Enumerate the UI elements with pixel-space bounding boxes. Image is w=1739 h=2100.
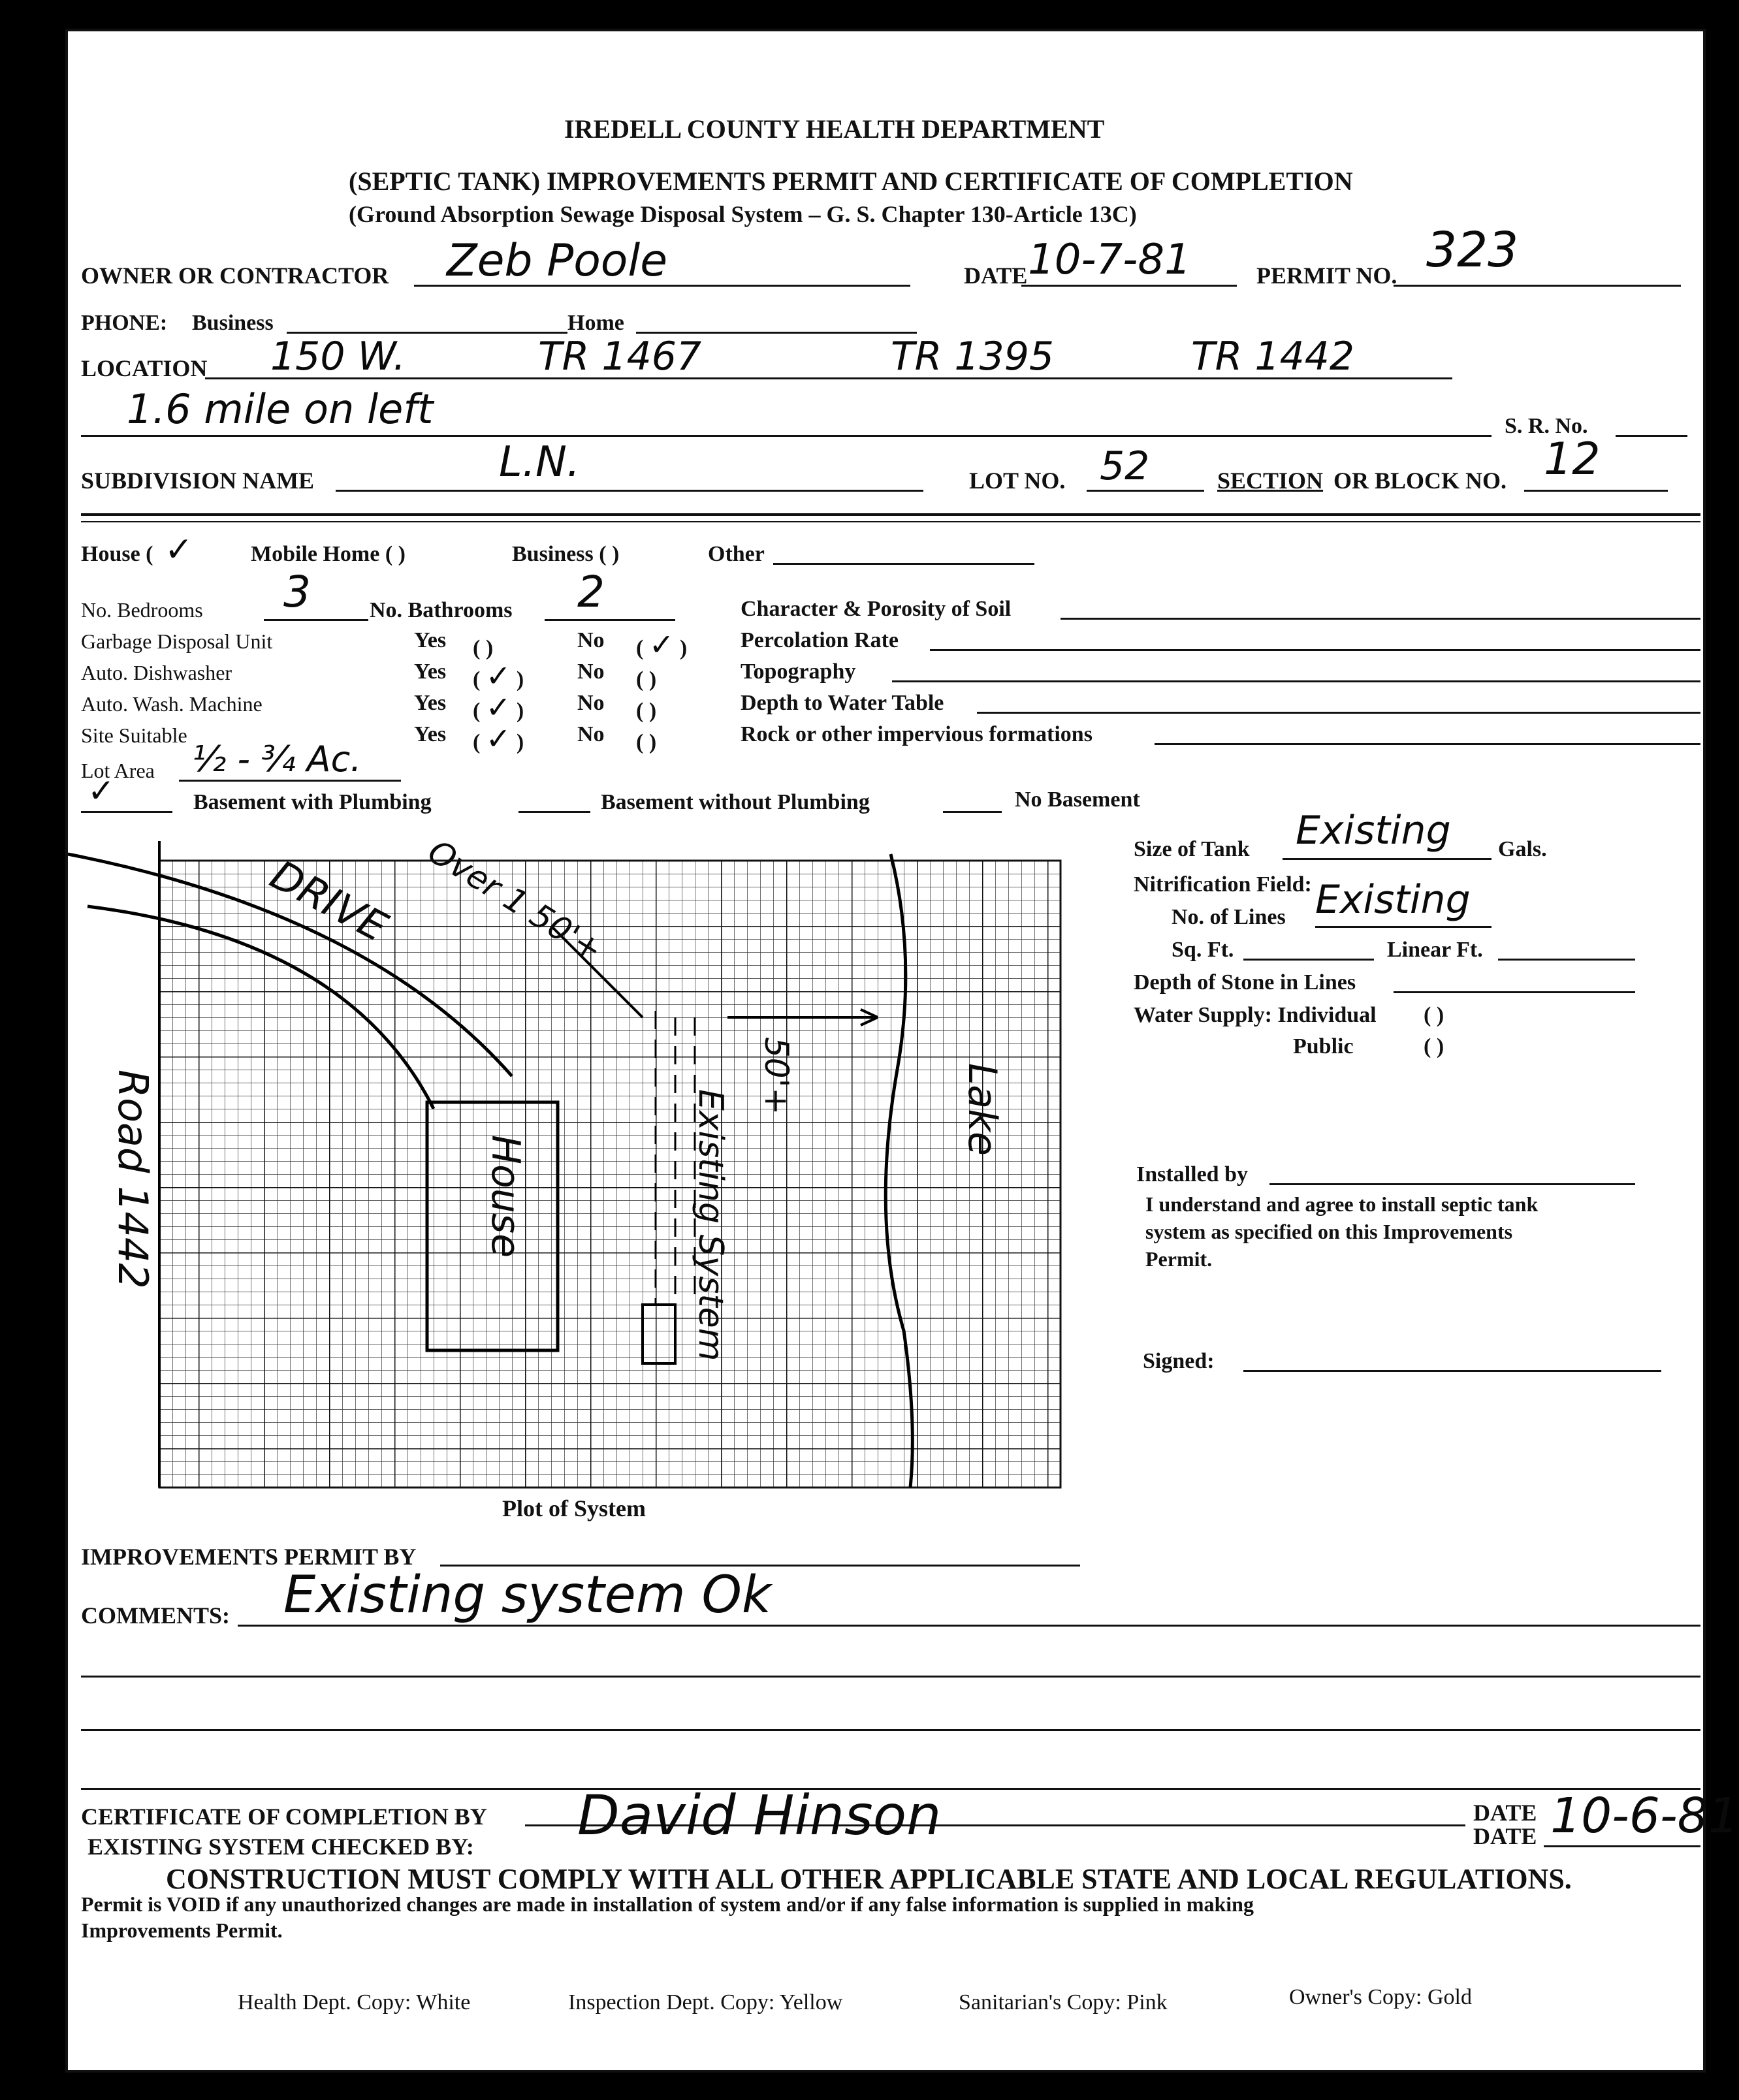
yes-label: Yes <box>414 691 447 715</box>
checked-date-value: 10-6-81 <box>1550 1788 1739 1844</box>
checked-date-label: DATE <box>1473 1823 1537 1849</box>
bedrooms-line <box>264 619 368 621</box>
section-line <box>1524 490 1668 492</box>
location-value-4: TR 1442 <box>1191 334 1355 379</box>
copy-health: Health Dept. Copy: White <box>238 1990 471 2014</box>
plot-label-lake: Lake <box>959 1063 1005 1156</box>
yes-mark: ✓ <box>485 690 511 725</box>
basement-with-label[interactable]: Basement with Plumbing <box>193 790 432 814</box>
lot-line <box>1087 490 1204 492</box>
location-value-2: TR 1467 <box>538 334 702 379</box>
owner-value: Zeb Poole <box>447 235 668 287</box>
document-title: IREDELL COUNTY HEALTH DEPARTMENT <box>564 114 1105 144</box>
other-line <box>773 563 1034 565</box>
tank-size-line <box>1283 858 1492 860</box>
soil-character-label: Character & Porosity of Soil <box>741 597 1012 621</box>
no-label: No <box>577 691 605 715</box>
plot-sketch <box>68 795 1087 1520</box>
subdivision-value: L.N. <box>499 438 581 486</box>
divider-top <box>81 513 1700 516</box>
date-label: DATE <box>964 262 1028 289</box>
water-individual-checkbox[interactable]: ( ) <box>1424 1003 1444 1027</box>
other-option: Other <box>708 542 765 566</box>
home-phone-label: Home <box>567 311 624 335</box>
yesno-label: Site Suitable <box>81 724 187 747</box>
subdivision-line <box>336 490 923 492</box>
topography-label: Topography <box>741 660 856 684</box>
no-label: No <box>577 660 605 684</box>
water-public-label: Public <box>1293 1034 1354 1058</box>
house-check-mark: ✓ <box>165 530 193 569</box>
no-checkbox[interactable]: ( ✓ ) <box>636 627 688 662</box>
tank-size-value: Existing <box>1296 808 1451 853</box>
water-table-label: Depth to Water Table <box>741 691 944 715</box>
lines-line <box>1315 926 1492 928</box>
signed-label: Signed: <box>1143 1349 1215 1373</box>
percolation-line <box>930 649 1700 651</box>
location-line-2 <box>81 435 1492 437</box>
basement-without-label[interactable]: Basement without Plumbing <box>601 790 870 814</box>
yesno-label: Garbage Disposal Unit <box>81 629 273 653</box>
plot-label-distance-2: 50'+ <box>758 1037 795 1115</box>
no-basement-label[interactable]: No Basement <box>1015 788 1140 812</box>
lot-area-line <box>179 780 401 782</box>
yes-checkbox[interactable]: ( ✓ ) <box>473 690 524 725</box>
installed-by-label: Installed by <box>1136 1162 1248 1186</box>
percolation-label: Percolation Rate <box>741 628 899 652</box>
plot-label-road: Road 1442 <box>109 1070 157 1289</box>
comments-label: COMMENTS: <box>81 1602 230 1629</box>
yes-mark: ✓ <box>485 658 511 693</box>
location-value-3: TR 1395 <box>891 334 1055 379</box>
no-checkbox[interactable]: ( ) <box>636 667 657 692</box>
permit-label: PERMIT NO. <box>1256 262 1397 289</box>
mobile-home-option[interactable]: Mobile Home ( ) <box>251 542 406 566</box>
topography-line <box>892 680 1700 682</box>
document-subtitle: (SEPTIC TANK) IMPROVEMENTS PERMIT AND CERTIFICATE OF COMPLETION <box>349 167 1353 196</box>
yesno-label: Auto. Dishwasher <box>81 661 232 684</box>
yes-checkbox[interactable]: ( ✓ ) <box>473 721 524 756</box>
plot-label-drive: DRIVE <box>263 850 396 951</box>
soil-character-line <box>1061 618 1700 620</box>
permit-document <box>65 29 1739 2073</box>
plot-label-distance-1: Over 1 50'+ <box>421 832 610 970</box>
signature: David Hinson <box>577 1783 942 1847</box>
sr-line <box>1616 435 1687 437</box>
comments-line-3 <box>81 1729 1700 1731</box>
bathrooms-label: No. Bathrooms <box>370 598 513 622</box>
yes-checkbox[interactable]: ( ✓ ) <box>473 658 524 693</box>
water-public-checkbox[interactable]: ( ) <box>1424 1034 1444 1058</box>
plot-caption: Plot of System <box>502 1495 646 1521</box>
sr-label: S. R. No. <box>1505 414 1588 438</box>
comments-line <box>238 1625 1700 1627</box>
yesno-label: Auto. Wash. Machine <box>81 692 263 716</box>
water-supply-label: Water Supply: Individual <box>1134 1003 1377 1027</box>
nitrification-label: Nitrification Field: <box>1134 872 1312 897</box>
installed-by-line <box>1269 1183 1635 1185</box>
stone-depth-label: Depth of Stone in Lines <box>1134 970 1356 994</box>
section-value: 12 <box>1544 434 1601 485</box>
document-statute: (Ground Absorption Sewage Disposal System – G. S. Chapter 130-Article 13C) <box>349 201 1137 227</box>
lot-value: 52 <box>1100 443 1150 489</box>
yes-mark: ✓ <box>485 721 511 756</box>
stone-depth-line <box>1394 991 1635 993</box>
checked-date-line <box>1544 1845 1700 1847</box>
house-option[interactable]: House ( <box>81 542 153 566</box>
lines-value: Existing <box>1315 877 1471 923</box>
cert-date-label: DATE <box>1473 1800 1537 1826</box>
agreement-line-3: Permit. <box>1145 1247 1213 1271</box>
yes-label: Yes <box>414 628 447 652</box>
sqft-label: Sq. Ft. <box>1172 938 1234 962</box>
gals-label: Gals. <box>1498 837 1547 861</box>
bathrooms-line <box>545 619 675 621</box>
yes-label: Yes <box>414 722 447 746</box>
permit-line <box>1394 285 1681 287</box>
section-label: SECTION <box>1217 468 1324 494</box>
basement-check-mark: ✓ <box>88 772 115 810</box>
yes-label: Yes <box>414 660 447 684</box>
owner-label: OWNER OR CONTRACTOR <box>81 262 389 289</box>
date-value: 10-7-81 <box>1028 236 1191 284</box>
copy-inspection: Inspection Dept. Copy: Yellow <box>568 1990 843 2014</box>
signed-line <box>1243 1370 1661 1372</box>
comments-line-2 <box>81 1676 1700 1678</box>
lot-area-label: Lot Area <box>81 759 155 782</box>
cert-label: CERTIFICATE OF COMPLETION BY <box>81 1804 487 1830</box>
plot-label-existing-system: Existing System <box>691 1089 730 1361</box>
sqft-line <box>1243 959 1374 961</box>
date-line <box>1021 285 1237 287</box>
bathrooms-value: 2 <box>577 567 605 617</box>
lines-label: No. of Lines <box>1172 905 1286 929</box>
no-checkbox[interactable]: ( ) <box>636 699 657 723</box>
divider-bottom <box>81 521 1700 522</box>
water-table-line <box>977 712 1700 714</box>
permit-value: 323 <box>1426 222 1519 278</box>
lot-label: LOT NO. <box>969 468 1066 494</box>
business-phone-label: Business <box>192 311 274 335</box>
linear-ft-label: Linear Ft. <box>1387 938 1483 962</box>
location-value-1: 150 W. <box>270 334 406 379</box>
block-label: OR BLOCK NO. <box>1333 468 1507 494</box>
agreement-line-1: I understand and agree to install septic tank <box>1145 1192 1539 1216</box>
no-checkbox[interactable]: ( ) <box>636 730 657 754</box>
plot-label-house: House <box>483 1135 528 1258</box>
no-mark: ✓ <box>648 627 675 662</box>
location-line2-value: 1.6 mile on left <box>127 385 434 433</box>
copy-owner: Owner's Copy: Gold <box>1289 1985 1473 2009</box>
void-notice-1: Permit is VOID if any unauthorized changes are made in installation of system and/or if any false information is supplied in making <box>81 1892 1254 1916</box>
comments-value: Existing system Ok <box>283 1566 772 1625</box>
lot-area-value: ½ - ¾ Ac. <box>192 739 362 780</box>
no-label: No <box>577 628 605 652</box>
compliance-notice: CONSTRUCTION MUST COMPLY WITH ALL OTHER APPLICABLE STATE AND LOCAL REGULATIONS. <box>166 1863 1572 1895</box>
bedrooms-value: 3 <box>283 567 311 617</box>
location-label: LOCATION <box>81 355 208 381</box>
linear-ft-line <box>1498 959 1635 961</box>
no-label: No <box>577 722 605 746</box>
agreement-line-2: system as specified on this Improvements <box>1145 1220 1513 1243</box>
checked-label: EXISTING SYSTEM CHECKED BY: <box>88 1834 474 1860</box>
phone-label: PHONE: <box>81 311 168 335</box>
void-notice-2: Improvements Permit. <box>81 1918 283 1942</box>
business-option[interactable]: Business ( ) <box>512 542 620 566</box>
bedrooms-label: No. Bedrooms <box>81 598 203 622</box>
rock-label: Rock or other impervious formations <box>741 722 1093 746</box>
permit-by-label: IMPROVEMENTS PERMIT BY <box>81 1544 417 1570</box>
rock-line <box>1155 743 1700 745</box>
copy-sanitarian: Sanitarian's Copy: Pink <box>959 1990 1168 2014</box>
tank-size-label: Size of Tank <box>1134 837 1250 861</box>
yes-checkbox[interactable]: ( ) <box>473 636 494 660</box>
subdivision-label: SUBDIVISION NAME <box>81 468 315 494</box>
